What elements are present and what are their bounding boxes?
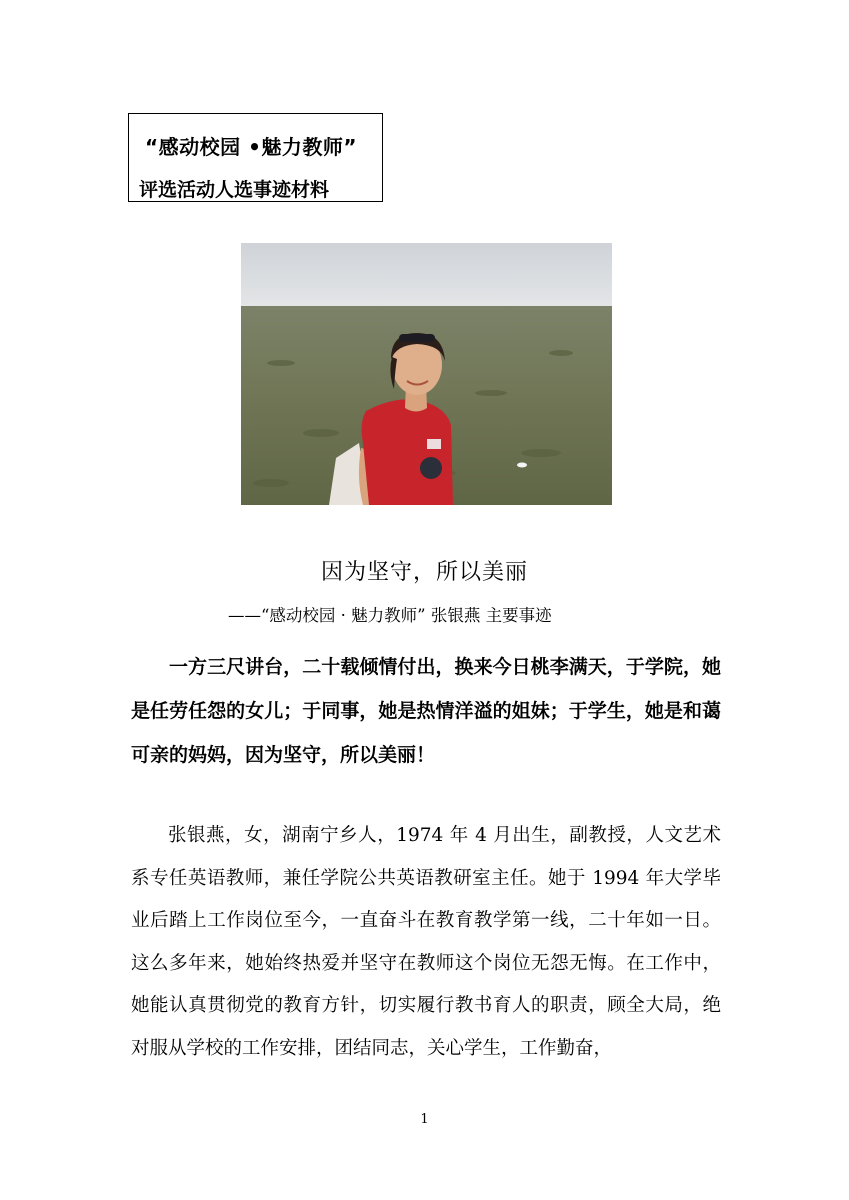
title-line-1: “感动校园 •魅力教师” [145,135,358,159]
title-line-2: 评选活动人选事迹材料 [139,179,330,201]
page-number: 1 [420,1112,429,1127]
title-box [128,113,383,202]
lead-paragraph: 一方三尺讲台，二十载倾情付出，换来今日桃李满天，于学院，她是任劳任怨的女儿；于同事，她是热情洋溢的姐妹；于学生，她是和蔼可亲的妈妈，因为坚守，所以美丽！ [131,656,721,766]
article-subheading: ——“感动校园 · 魅力教师” 张银燕 主要事迹 [228,606,552,625]
article-heading: 因为坚守，所以美丽 [320,560,528,585]
portrait-photo [241,243,612,505]
body-paragraph: 张银燕，女，湖南宁乡人，1974 年 4 月出生，副教授，人文艺术系专任英语教师，兼任学院公共英语教研室主任。她于 1994 年大学毕业后踏上工作岗位至今，一直奋斗在教育教学第一线，二十年如一日。这么多年来，她始终热爱并坚守在教师这个岗位无怨无悔。在工作中，她能认真贯彻党的教育方针，切实履行教书育人的职责，顾全大局，绝对服从学校的工作安排，团结同志，关心学生，工作勤奋， [131,825,721,1059]
